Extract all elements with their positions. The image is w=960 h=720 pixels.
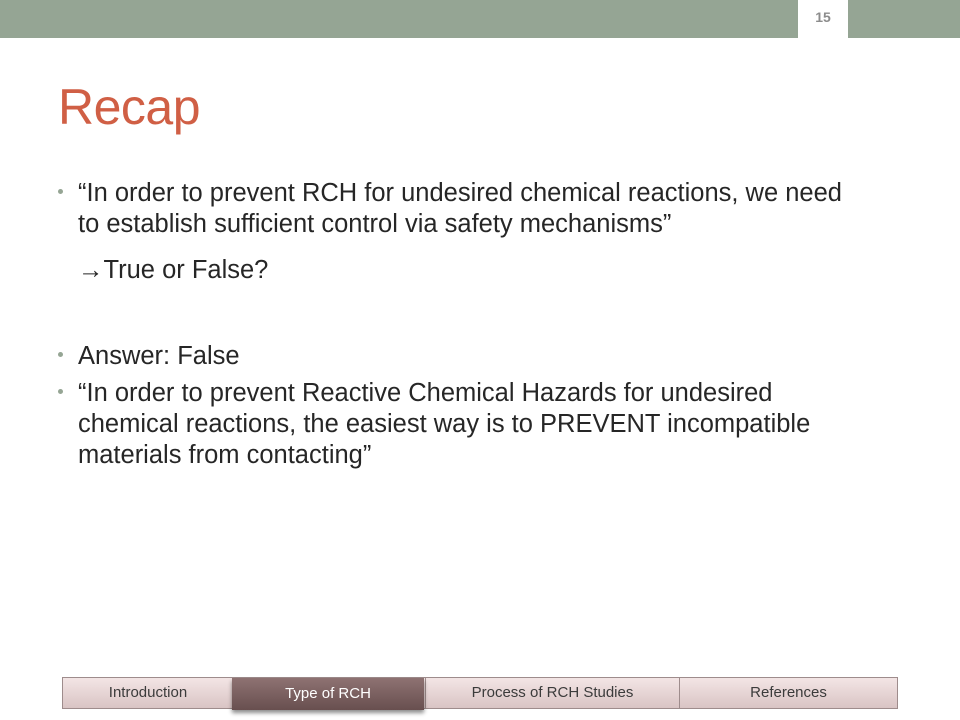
bullet-item bbox=[58, 378, 848, 471]
bullet-icon bbox=[58, 352, 63, 357]
nav-process-of-rch-studies[interactable]: Process of RCH Studies bbox=[425, 678, 679, 708]
sub-line bbox=[58, 255, 848, 286]
sub-line-text: True or False? bbox=[103, 256, 269, 284]
bullet-icon bbox=[58, 189, 63, 194]
nav-type-of-rch[interactable]: Type of RCH bbox=[232, 678, 424, 710]
bullet-icon bbox=[58, 389, 63, 394]
slide-number: 15 bbox=[815, 9, 831, 25]
bullet-item bbox=[58, 341, 848, 372]
arrow-right-icon: → bbox=[78, 256, 104, 284]
nav-introduction[interactable]: Introduction bbox=[108, 684, 188, 701]
bullet-text: “In order to prevent Reactive Chemical Hazards for undesired chemical reactions, the easiest way is to PREVENT incompatible materials from contacting” bbox=[78, 379, 811, 469]
bullet-text: “In order to prevent RCH for undesired chemical reactions, we need to establish sufficient control via safety mechanisms” bbox=[78, 179, 842, 238]
bullet-item bbox=[58, 178, 848, 240]
nav-references[interactable]: References bbox=[679, 678, 897, 708]
slide-title: Recap bbox=[58, 79, 201, 135]
slide-body bbox=[58, 174, 848, 471]
bullet-text: Answer: False bbox=[78, 342, 240, 370]
section-nav bbox=[62, 677, 898, 709]
